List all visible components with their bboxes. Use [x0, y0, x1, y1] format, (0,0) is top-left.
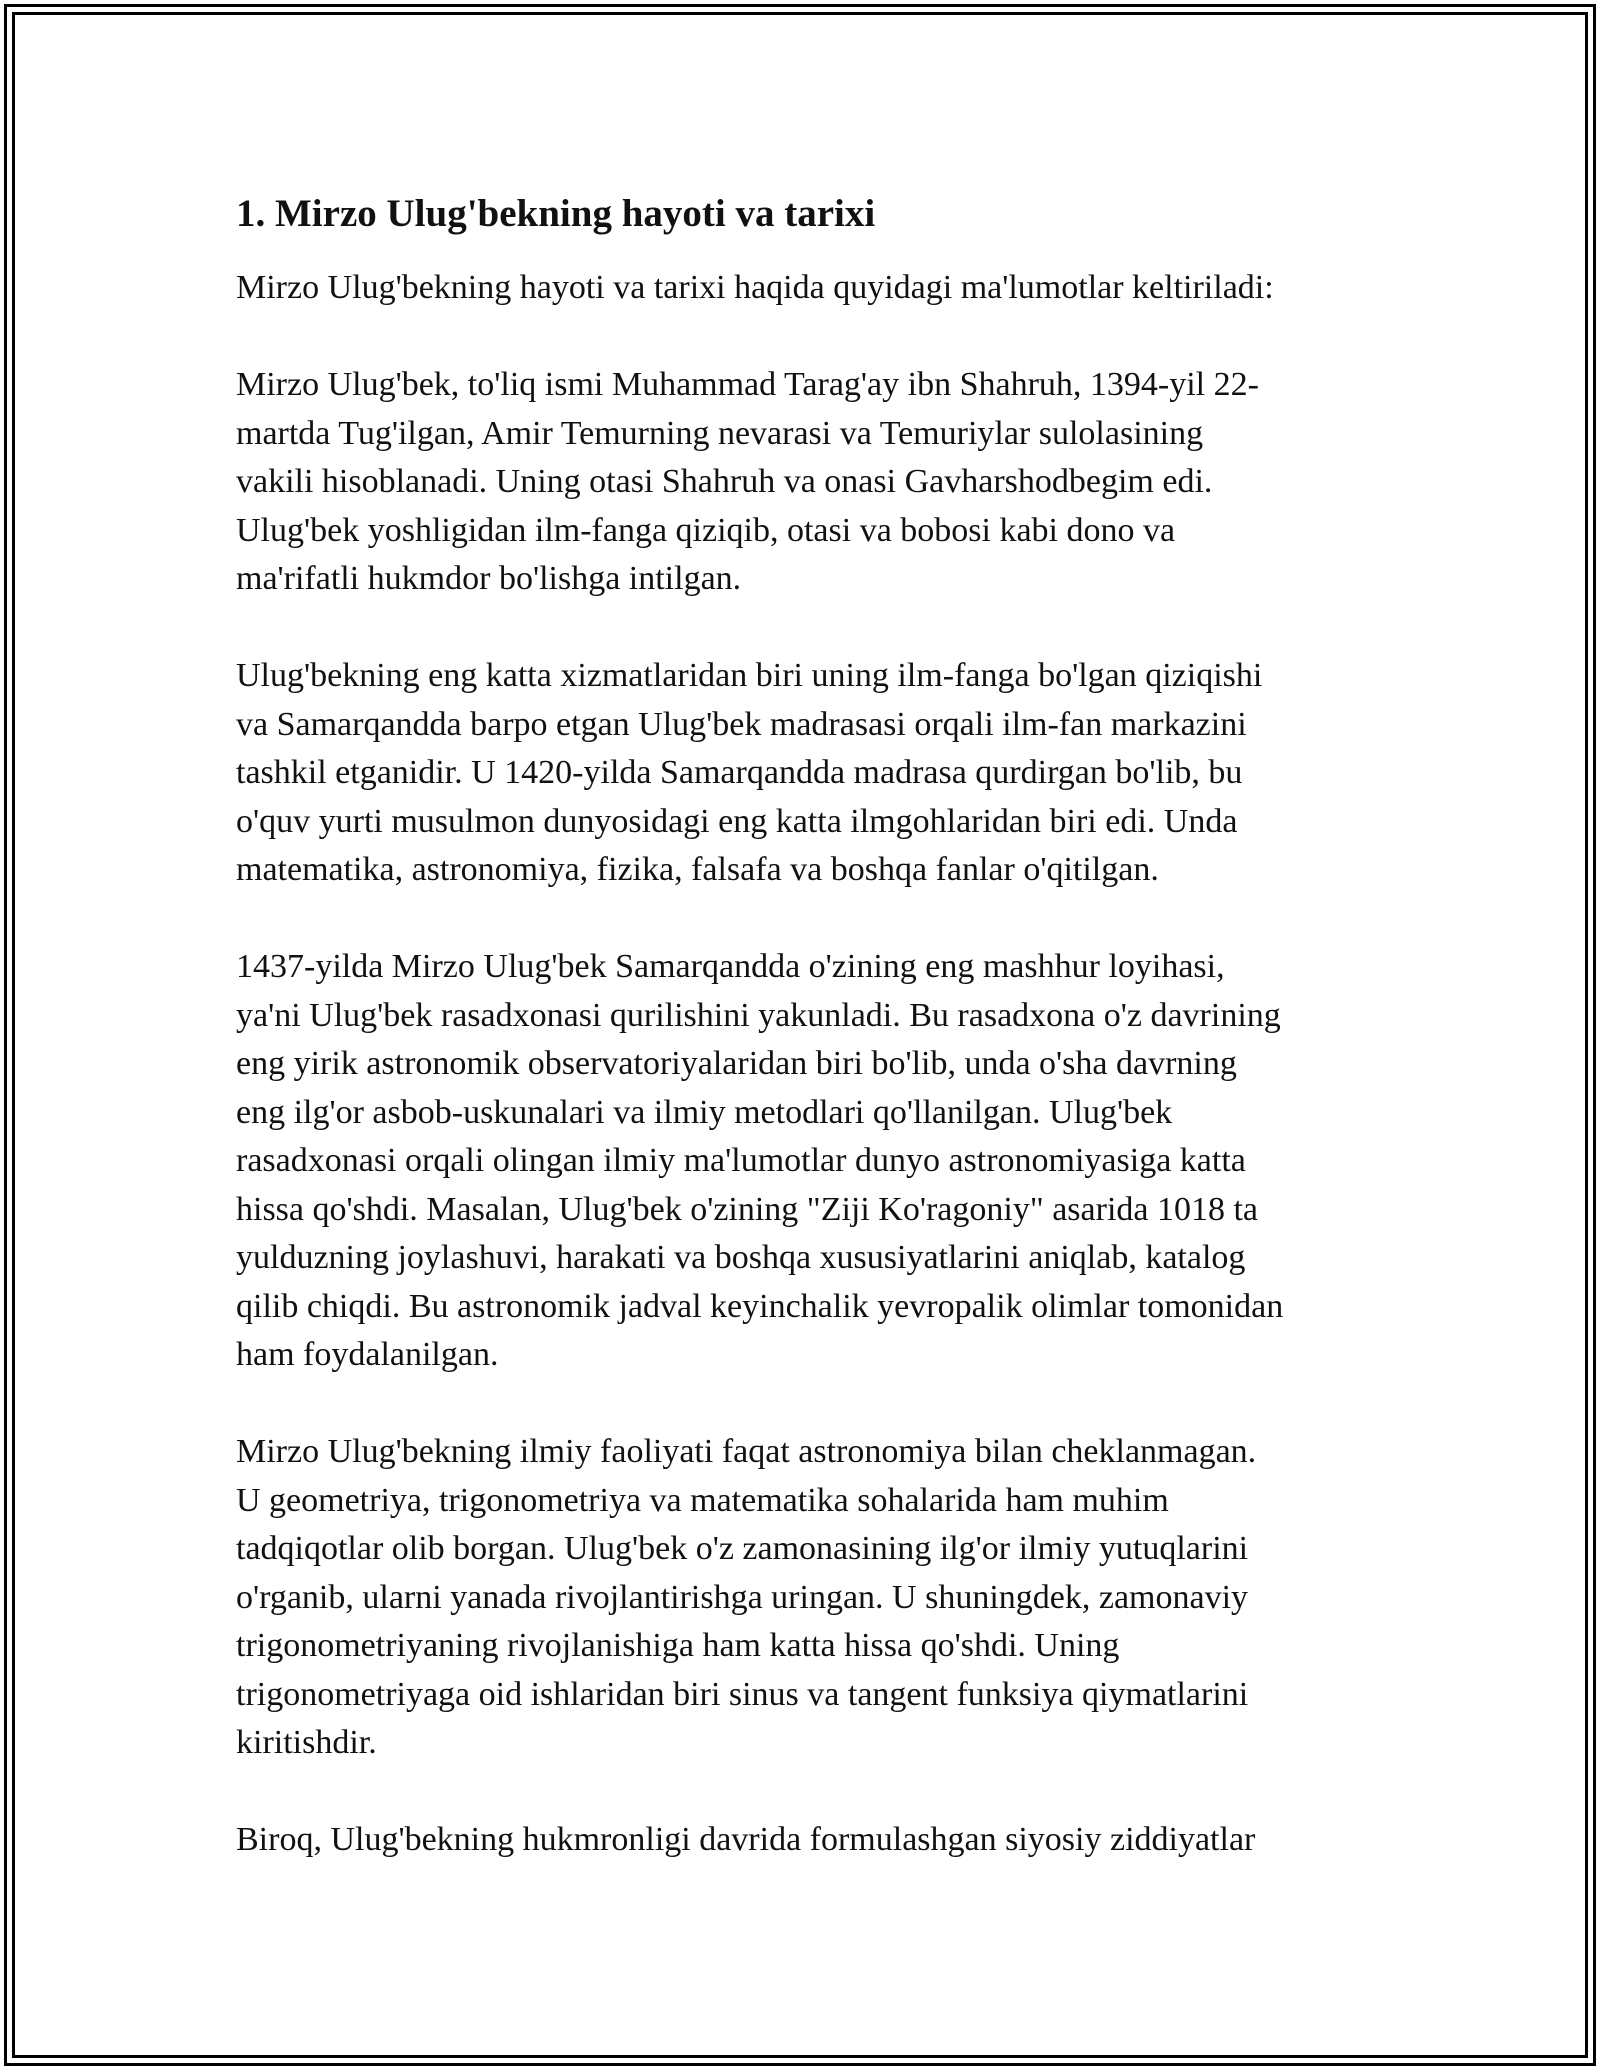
document-body [236, 190, 1376, 1865]
text-line: rasadxonasi orqali olingan ilmiy ma'lumotlar dunyo astronomiyasiga katta [236, 1142, 1246, 1179]
text-line: matematika, astronomiya, fizika, falsafa va boshqa fanlar o'qitilgan. [236, 851, 1159, 888]
text-line: ma'rifatli hukmdor bo'lishga intilgan. [236, 560, 742, 597]
paragraph-madrasa [236, 652, 1376, 895]
text-line: eng ilg'or asbob-uskunalari va ilmiy metodlari qo'llanilgan. Ulug'bek [236, 1093, 1173, 1131]
text-line: vakili hisoblanadi. Uning otasi Shahruh va onasi Gavharshodbegim edi. [236, 463, 1213, 500]
text-line: ya'ni Ulug'bek rasadxonasi qurilishini yakunladi. Bu rasadxona o'z davrining [236, 996, 1281, 1034]
text-line: trigonometriyaning rivojlanishiga ham katta hissa qo'shdi. Uning [236, 1627, 1120, 1664]
paragraph-observatory [236, 943, 1376, 1380]
text-line: o'quv yurti musulmon dunyosidagi eng katta ilmgohlaridan biri edi. Unda [236, 802, 1238, 840]
paragraph-birth [236, 361, 1376, 604]
text-line: trigonometriyaga oid ishlaridan biri sinus va tangent funksiya qiymatlarini [236, 1675, 1249, 1713]
text-line: va Samarqandda barpo etgan Ulug'bek madrasasi orqali ilm-fan markazini [236, 705, 1247, 743]
text-line: o'rganib, ularni yanada rivojlantirishga uringan. U shuningdek, zamonaviy [236, 1578, 1249, 1616]
text-line: kiritishdir. [236, 1724, 377, 1761]
text-line: Biroq, Ulug'bekning hukmronligi davrida formulashgan siyosiy ziddiyatlar [236, 1821, 1256, 1858]
text-line: tadqiqotlar olib borgan. Ulug'bek o'z zamonasining ilg'or ilmiy yutuqlarini [236, 1530, 1249, 1567]
text-line: martda Tug'ilgan, Amir Temurning nevarasi va Temuriylar sulolasining [236, 414, 1204, 452]
text-line: Ulug'bekning eng katta xizmatlaridan biri uning ilm-fanga bo'lgan qiziqishi [236, 657, 1263, 694]
text-line: U geometriya, trigonometriya va matematika sohalarida ham muhim [236, 1481, 1169, 1519]
text-line: ham foydalanilgan. [236, 1336, 499, 1373]
text-line: 1437-yilda Mirzo Ulug'bek Samarqandda o'zining eng mashhur loyihasi, [236, 948, 1225, 985]
text-line: qilib chiqdi. Bu astronomik jadval keyinchalik yevropalik olimlar tomonidan [236, 1287, 1284, 1325]
document-title: 1. Mirzo Ulug'bekning hayoti va tarixi [236, 192, 876, 235]
paragraph-science [236, 1428, 1376, 1768]
text-line: hissa qo'shdi. Masalan, Ulug'bek o'zining "Ziji Ko'ragoniy" asarida 1018 ta [236, 1190, 1259, 1228]
text-line: tashkil etganidir. U 1420-yilda Samarqandda madrasa qurdirgan bo'lib, bu [236, 754, 1243, 791]
text-line: Mirzo Ulug'bek, to'liq ismi Muhammad Tarag'ay ibn Shahruh, 1394-yil 22- [236, 366, 1259, 403]
text-line: yulduzning joylashuvi, harakati va boshqa xususiyatlarini aniqlab, katalog [236, 1239, 1246, 1276]
paragraph-politics [236, 1816, 1376, 1865]
intro-paragraph: Mirzo Ulug'bekning hayoti va tarixi haqida quyidagi ma'lumotlar keltiriladi: [236, 269, 1274, 306]
text-line: Ulug'bek yoshligidan ilm-fanga qiziqib, otasi va bobosi kabi dono va [236, 511, 1176, 549]
text-line: Mirzo Ulug'bekning ilmiy faoliyati faqat astronomiya bilan cheklanmagan. [236, 1433, 1257, 1470]
text-line: eng yirik astronomik observatoriyalaridan biri bo'lib, unda o'sha davrning [236, 1045, 1237, 1082]
